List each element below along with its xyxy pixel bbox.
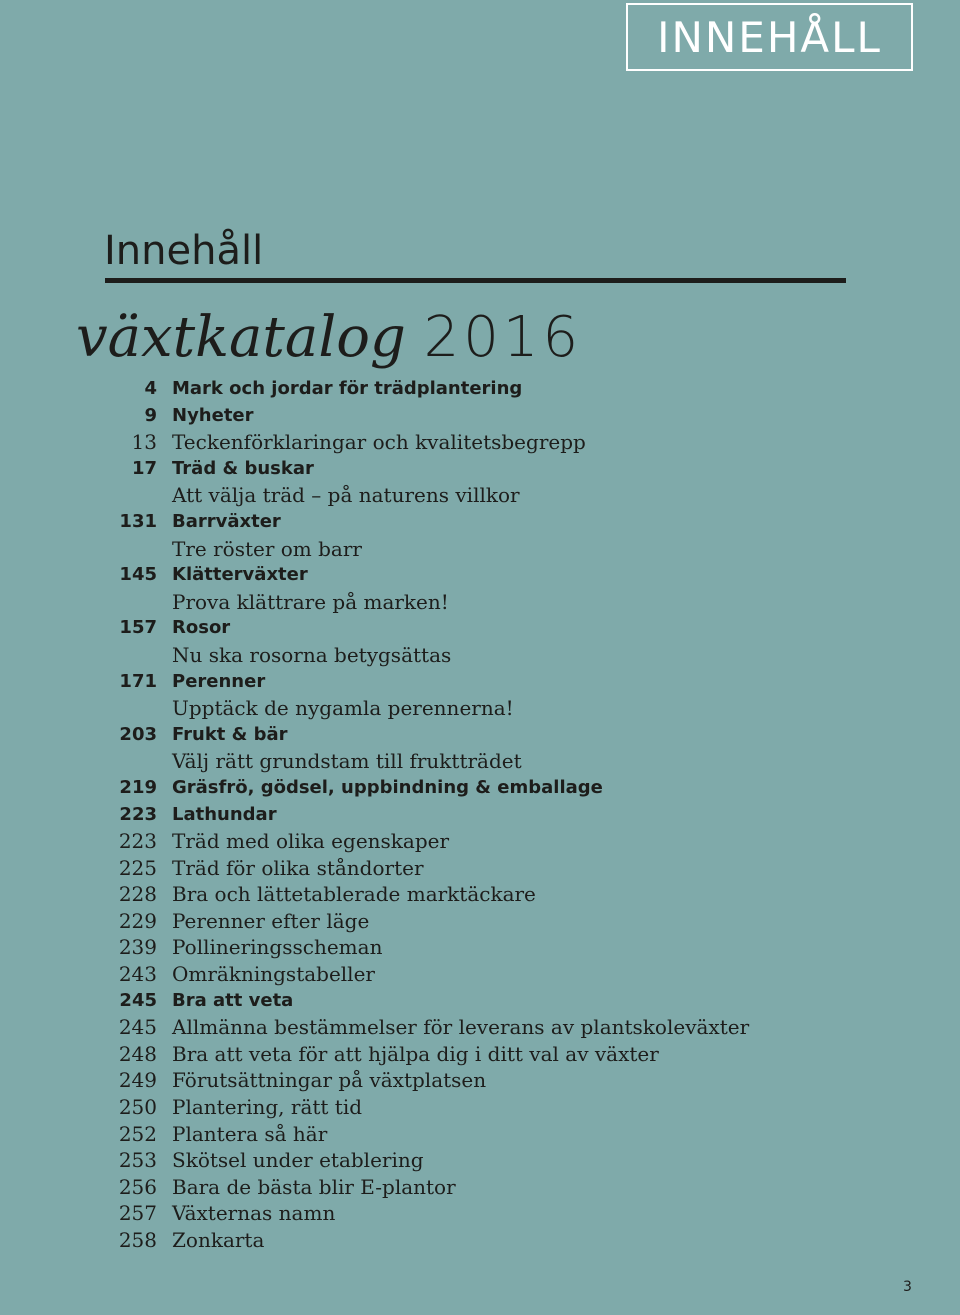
toc-entry-title: Bra att veta för att hjälpa dig i ditt val av växter: [172, 1041, 659, 1066]
toc-entry-title: Frukt & bär: [172, 723, 288, 745]
toc-entry[interactable]: [100, 748, 820, 775]
toc-page-number: 223: [119, 803, 157, 825]
toc-entry-title: Prova klättrare på marken!: [172, 589, 449, 614]
toc-page-number: 245: [118, 1015, 157, 1040]
toc-entry-title: Bra att veta: [172, 989, 294, 1011]
toc-entry[interactable]: [100, 908, 820, 935]
toc-page-number: 228: [118, 882, 157, 907]
toc-entry-title: Nu ska rosorna betygsättas: [172, 642, 452, 667]
toc-entry[interactable]: [100, 509, 820, 536]
toc-entry[interactable]: [100, 1067, 820, 1094]
section-label-box: [626, 3, 913, 71]
toc-entry-title: Allmänna bestämmelser för leverans av plantskoleväxter: [172, 1015, 750, 1040]
toc-entry-title: Bara de bästa blir E-plantor: [172, 1174, 456, 1199]
page-number: 3: [903, 1279, 912, 1295]
toc-page-number: 145: [119, 564, 157, 586]
toc-entry[interactable]: [100, 802, 820, 829]
toc-page-number: 17: [131, 457, 157, 479]
section-label: INNEHÅLL: [657, 12, 882, 62]
toc-entry[interactable]: [100, 642, 820, 669]
toc-entry[interactable]: [100, 1014, 820, 1041]
toc-entry[interactable]: [100, 1094, 820, 1121]
toc-entry-title: Att välja träd – på naturens villkor: [172, 483, 520, 508]
toc-entry[interactable]: [100, 828, 820, 855]
toc-entry[interactable]: [100, 562, 820, 589]
toc-entry-title: Barrväxter: [172, 510, 281, 532]
toc-entry[interactable]: [100, 1227, 820, 1254]
toc-page-number: 219: [119, 776, 157, 798]
toc-entry-title: Klätterväxter: [172, 564, 308, 586]
toc-page-number: 239: [118, 935, 157, 960]
toc-entry-title: Välj rätt grundstam till fruktträdet: [172, 749, 522, 774]
toc-entry[interactable]: [100, 615, 820, 642]
toc-entry-title: Bra och lättetablerade marktäckare: [172, 882, 536, 907]
toc-entry[interactable]: [100, 589, 820, 616]
toc-entry-title: Lathundar: [172, 803, 277, 825]
toc-entry-title: Upptäck de nygamla perennerna!: [172, 696, 514, 721]
toc-entry[interactable]: [100, 403, 820, 430]
toc-entry-title: Teckenförklaringar och kvalitetsbegrepp: [172, 430, 586, 455]
toc-entry-title: Rosor: [172, 617, 231, 639]
table-of-contents: [100, 376, 820, 1254]
toc-entry[interactable]: [100, 376, 820, 403]
toc-entry[interactable]: [100, 456, 820, 483]
toc-entry[interactable]: [100, 482, 820, 509]
toc-page-number: 243: [118, 962, 157, 987]
toc-entry[interactable]: [100, 429, 820, 456]
toc-page-number: 248: [118, 1041, 157, 1066]
toc-entry-title: Träd med olika egenskaper: [172, 829, 450, 854]
toc-entry[interactable]: [100, 695, 820, 722]
toc-page-number: 245: [119, 989, 157, 1011]
toc-entry-title: Skötsel under etablering: [172, 1148, 424, 1173]
toc-page-number: 256: [118, 1174, 157, 1199]
toc-entry-title: Mark och jordar för trädplantering: [172, 378, 523, 399]
toc-entry-title: Växternas namn: [172, 1201, 336, 1226]
toc-entry[interactable]: [100, 669, 820, 696]
toc-page-number: 171: [119, 670, 157, 692]
toc-page-number: 258: [118, 1228, 157, 1252]
toc-page-number: 203: [119, 723, 157, 745]
toc-entry-title: Plantera så här: [172, 1121, 328, 1146]
toc-entry-title: Träd & buskar: [172, 457, 314, 479]
toc-entry[interactable]: [100, 881, 820, 908]
toc-page-number: 225: [118, 855, 157, 880]
toc-page-number: 252: [118, 1121, 157, 1146]
toc-entry-title: Nyheter: [172, 404, 254, 426]
toc-entry[interactable]: [100, 775, 820, 802]
toc-page-number: 250: [118, 1095, 157, 1120]
toc-page-number: 249: [118, 1068, 157, 1093]
toc-entry[interactable]: [100, 1200, 820, 1227]
catalog-year: 2016: [423, 305, 583, 370]
toc-page-number: 223: [118, 829, 157, 854]
toc-entry-title: Plantering, rätt tid: [172, 1095, 363, 1120]
toc-entry[interactable]: [100, 961, 820, 988]
toc-entry[interactable]: [100, 855, 820, 882]
toc-entry[interactable]: [100, 722, 820, 749]
catalog-subtitle: [76, 305, 582, 370]
toc-entry[interactable]: [100, 988, 820, 1015]
toc-entry-title: Perenner efter läge: [172, 908, 370, 933]
toc-entry-title: Omräkningstabeller: [172, 962, 375, 987]
toc-page-number: 253: [118, 1148, 157, 1173]
toc-entry-title: Pollineringsscheman: [172, 935, 383, 960]
toc-entry-title: Förutsättningar på växtplatsen: [172, 1068, 487, 1093]
toc-entry-title: Zonkarta: [172, 1228, 265, 1252]
toc-page-number: 9: [144, 404, 157, 426]
toc-entry[interactable]: [100, 536, 820, 563]
toc-entry[interactable]: [100, 1121, 820, 1148]
toc-page-number: 4: [144, 378, 157, 399]
toc-entry-title: Träd för olika ståndorter: [172, 855, 424, 880]
toc-page-number: 229: [118, 908, 157, 933]
toc-page-number: 157: [119, 617, 157, 639]
catalog-name: växtkatalog: [76, 305, 406, 370]
toc-entry[interactable]: [100, 934, 820, 961]
toc-entry-title: Tre röster om barr: [172, 536, 362, 561]
page-title: Innehåll: [104, 228, 264, 274]
toc-page-number: 257: [118, 1201, 157, 1226]
toc-page-number: 13: [131, 430, 157, 455]
toc-entry[interactable]: [100, 1147, 820, 1174]
toc-page-number: 131: [119, 510, 157, 532]
title-underline: [105, 278, 846, 283]
toc-entry-title: Gräsfrö, gödsel, uppbindning & emballage: [172, 776, 603, 798]
toc-entry[interactable]: [100, 1174, 820, 1201]
toc-entry[interactable]: [100, 1041, 820, 1068]
toc-entry-title: Perenner: [172, 670, 266, 692]
